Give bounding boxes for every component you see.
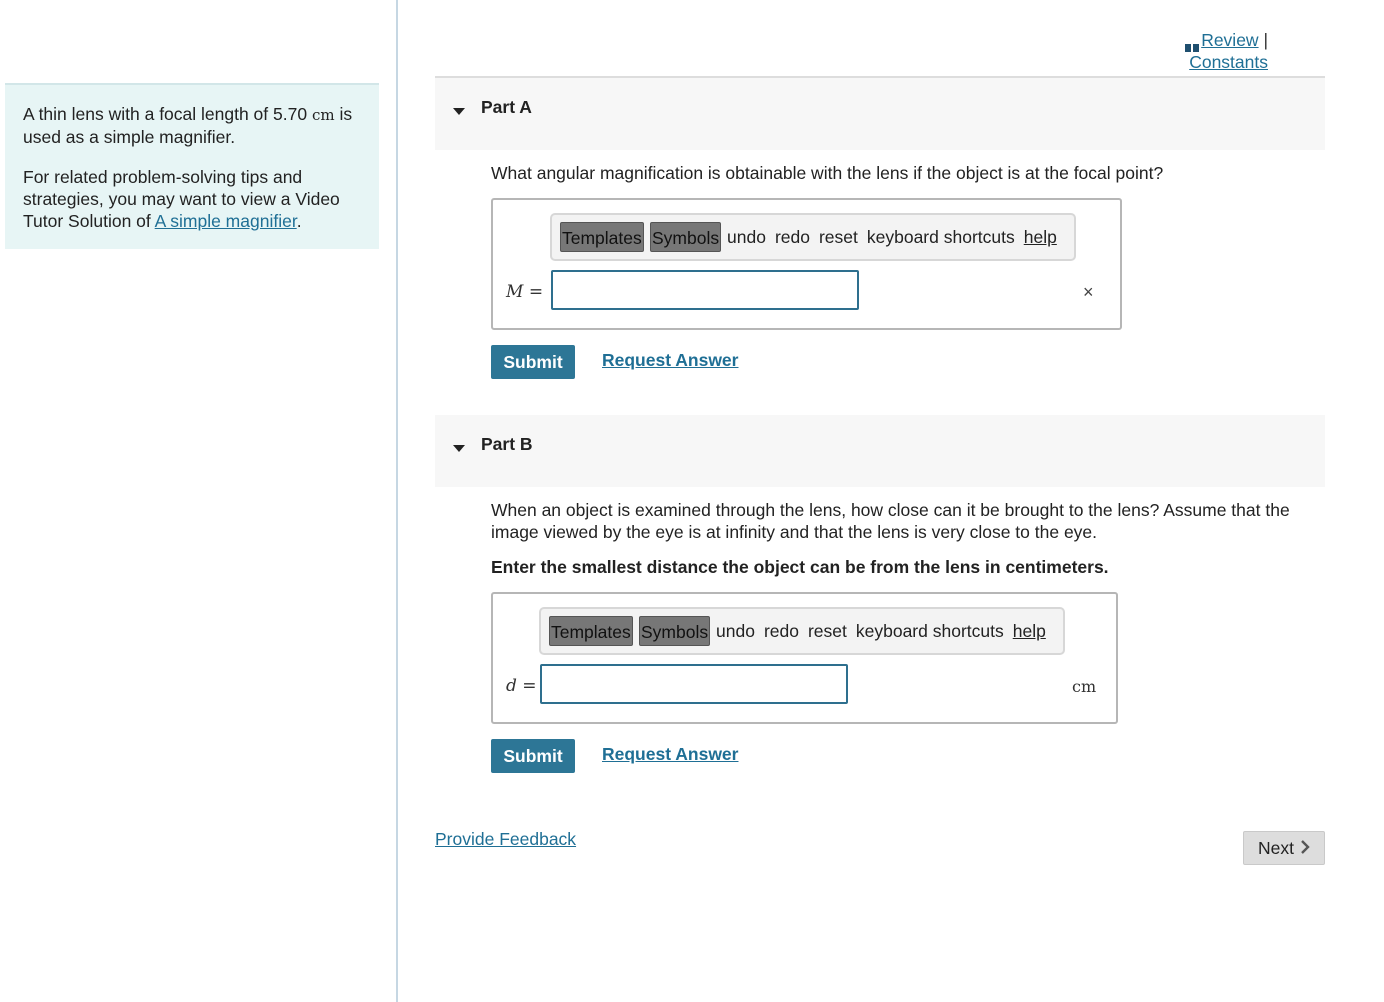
redo-button[interactable]: redo xyxy=(774,226,810,247)
intro-text-cont: is used as a simple magnifier. xyxy=(23,104,353,147)
templates-button[interactable]: Templates xyxy=(560,222,644,252)
equals-sign: = xyxy=(522,676,537,696)
intro-text: A thin lens with a focal length of 5.70 xyxy=(23,104,308,124)
chevron-right-icon xyxy=(1300,838,1310,859)
symbols-button[interactable]: Symbols xyxy=(650,222,721,252)
math-toolbar xyxy=(539,607,1065,655)
math-toolbar xyxy=(550,213,1076,261)
part-b-request-answer-link[interactable]: Request Answer xyxy=(602,744,739,764)
review-constants-links xyxy=(1150,29,1268,73)
symbols-button[interactable]: Symbols xyxy=(639,616,710,646)
part-a-question: What angular magnification is obtainable with the lens if the object is at the focal point? xyxy=(491,163,1164,183)
variable-label xyxy=(506,676,537,696)
constants-link[interactable]: Constants xyxy=(1189,52,1268,72)
video-tutor-link[interactable]: A simple magnifier xyxy=(154,211,297,231)
part-b-title: Part B xyxy=(481,434,533,454)
help-button[interactable]: help xyxy=(1012,620,1046,641)
collapse-caret-icon[interactable] xyxy=(453,108,465,115)
link-separator: | xyxy=(1263,30,1268,50)
undo-button[interactable]: undo xyxy=(716,620,755,641)
tip-period: . xyxy=(296,211,302,231)
part-b-submit-button[interactable]: Submit xyxy=(491,739,575,773)
unit-label: cm xyxy=(1072,677,1097,696)
reset-button[interactable]: reset xyxy=(818,226,858,247)
variable-m: M xyxy=(506,282,524,302)
keyboard-shortcuts-button[interactable]: keyboard shortcuts xyxy=(855,620,1004,641)
problem-intro xyxy=(5,83,379,249)
next-label: Next xyxy=(1258,837,1294,858)
equals-sign: = xyxy=(528,282,544,302)
part-a-title: Part A xyxy=(481,97,532,117)
reset-button[interactable]: reset xyxy=(807,620,847,641)
redo-button[interactable]: redo xyxy=(763,620,799,641)
templates-button[interactable]: Templates xyxy=(549,616,633,646)
part-b-instruction: Enter the smallest distance the object can be from the lens in centimeters. xyxy=(491,557,1109,577)
times-unit-icon: × xyxy=(1083,282,1094,302)
part-a-request-answer-link[interactable]: Request Answer xyxy=(602,350,739,370)
keyboard-shortcuts-button[interactable]: keyboard shortcuts xyxy=(866,226,1015,247)
variable-d: d xyxy=(506,676,517,696)
left-panel xyxy=(0,0,398,1002)
part-a-header[interactable] xyxy=(435,78,1325,150)
distance-input[interactable] xyxy=(540,664,848,704)
tip-text: For related problem-solving tips and strategies, you may want to view a Video Tutor Solution of xyxy=(23,167,340,231)
part-a-answer-box xyxy=(491,198,1122,330)
intro-paragraph-1 xyxy=(23,103,361,148)
part-b-question: When an object is examined through the lens, how close can it be brought to the lens? Assume that the image viewed by the eye is at infinity and that the lens is very close to the eye. xyxy=(491,500,1290,542)
focal-length-unit: cm xyxy=(311,106,335,124)
magnification-input[interactable] xyxy=(551,270,859,310)
next-button[interactable] xyxy=(1243,831,1325,865)
intro-paragraph-2 xyxy=(23,166,361,232)
review-link[interactable]: Review xyxy=(1201,30,1259,50)
provide-feedback-link[interactable]: Provide Feedback xyxy=(435,829,577,849)
part-a-submit-button[interactable]: Submit xyxy=(491,345,575,379)
part-b-answer-box xyxy=(491,592,1118,724)
undo-button[interactable]: undo xyxy=(727,226,766,247)
variable-label xyxy=(506,282,543,302)
collapse-caret-icon[interactable] xyxy=(453,445,465,452)
help-button[interactable]: help xyxy=(1023,226,1057,247)
part-b-header[interactable] xyxy=(435,415,1325,487)
book-icon xyxy=(1185,36,1199,46)
